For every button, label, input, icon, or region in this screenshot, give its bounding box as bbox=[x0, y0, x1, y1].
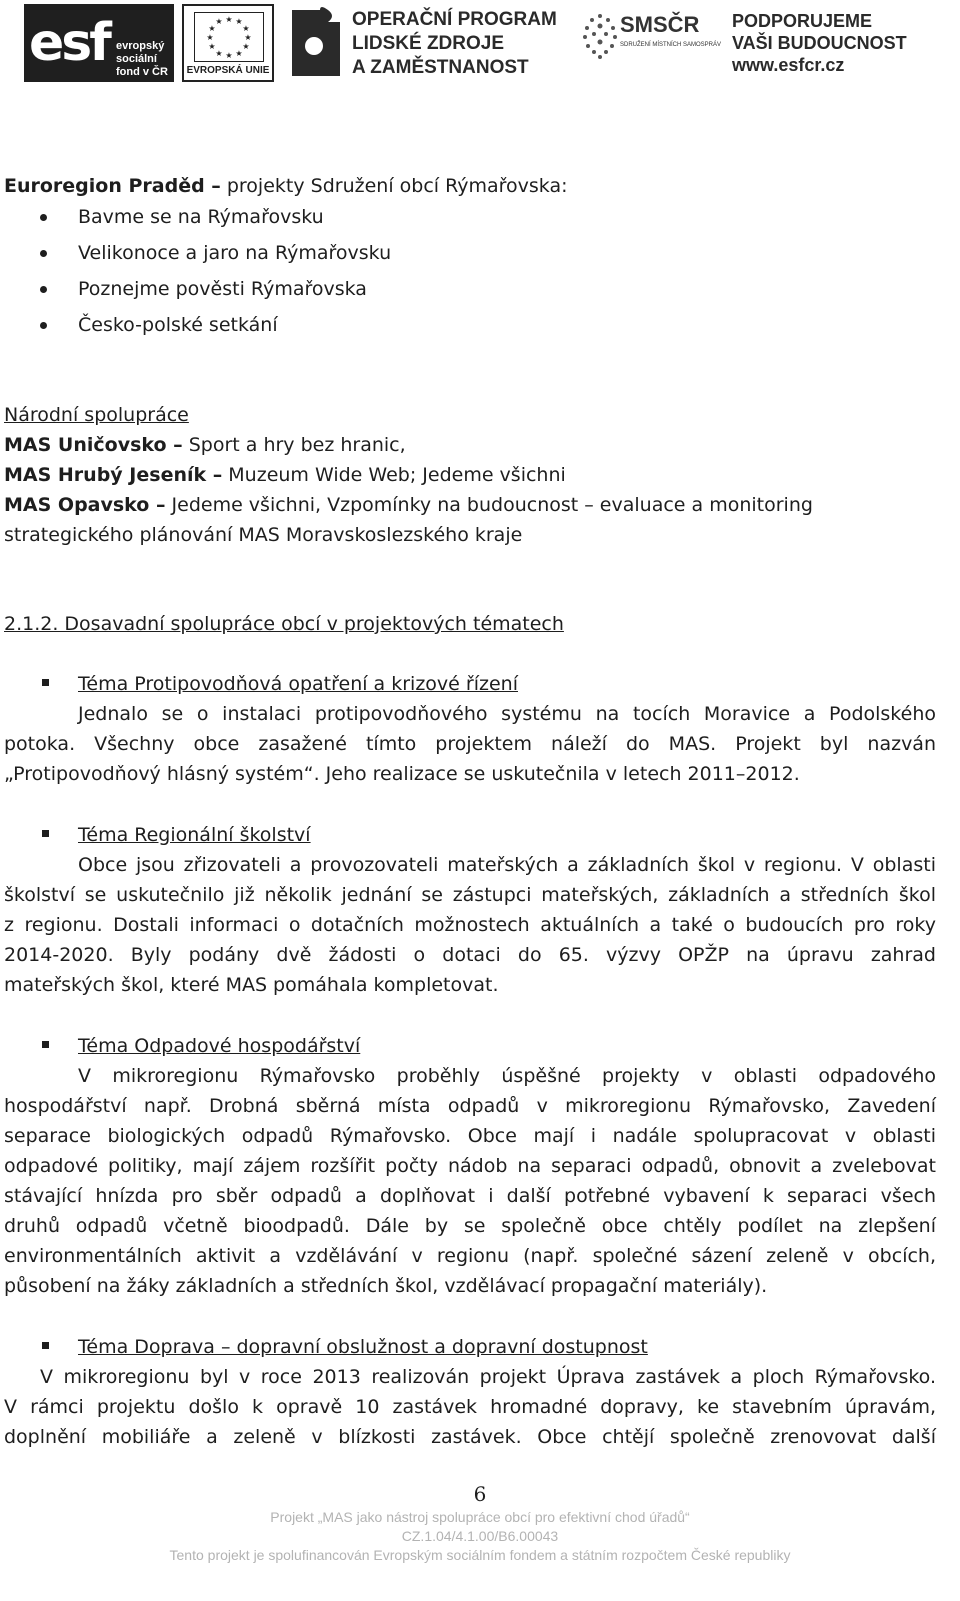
bullet-icon bbox=[40, 322, 47, 329]
topic-text-line: z regionu. Dostali informaci o dotačních možnostech aktuálních a také o budoucích pro roky bbox=[4, 914, 936, 936]
smscr-subtitle: SDRUŽENÍ MÍSTNÍCH SAMOSPRÁV bbox=[620, 42, 722, 48]
square-bullet-icon bbox=[42, 679, 49, 686]
list-item: Velikonoce a jaro na Rýmařovsku bbox=[78, 242, 392, 264]
esf-logo-text bbox=[116, 40, 168, 79]
bullet-icon bbox=[40, 286, 47, 293]
esf-line: fond v ČR bbox=[116, 66, 168, 78]
list-item: Česko-polské setkání bbox=[78, 314, 278, 336]
footer-code: CZ.1.04/4.1.00/B6.00043 bbox=[401, 1528, 559, 1544]
topic-text-line: Jednalo se o instalaci protipovodňového systému na tocích Moravice a Podolského bbox=[78, 703, 936, 725]
topic-title: Téma Regionální školství bbox=[78, 824, 311, 846]
bullet-icon bbox=[40, 214, 47, 221]
topic-text-line: „Protipovodňový hlásný systém“. Jeho realizace se uskutečnila v letech 2011–2012. bbox=[4, 763, 800, 785]
op-line: LIDSKÉ ZDROJE bbox=[352, 33, 505, 54]
topic-text-line: školství se uskutečnilo již několik jednání se zástupci mateřských, základních a středních škol bbox=[4, 884, 936, 906]
svg-text:★: ★ bbox=[208, 24, 216, 33]
topic-text-line: separace biologických odpadů Rýmařovsko. Obce mají i nadále spolupracovat v oblasti bbox=[4, 1125, 936, 1147]
support-line: PODPORUJEME bbox=[732, 11, 873, 31]
topic-text-line: odpadové politiky, mají zájem rozšířit počty nádob na separaci odpadů, obnovit a zvelebovat bbox=[4, 1155, 936, 1177]
topic-text-line: mateřských škol, které MAS pomáhala kompletovat. bbox=[4, 974, 499, 996]
narodni-row-label: MAS Uničovsko – bbox=[4, 434, 183, 456]
topic-text-line: druhů odpadů včetně bioodpadů. Dále by se společně obce chtěly podílet na zlepšení bbox=[4, 1215, 936, 1237]
topic-text-line: doplnění mobiliáře a zeleně v blízkosti zastávek. Obce chtějí společně zrenovovat další bbox=[4, 1426, 936, 1448]
smscr-dots-icon bbox=[582, 12, 618, 60]
square-bullet-icon bbox=[42, 1342, 49, 1349]
esf-line: sociální bbox=[116, 53, 157, 65]
svg-text:★: ★ bbox=[242, 24, 250, 33]
topic-text-line: Obce jsou zřizovateli a provozovateli mateřských a základních škol v regionu. V oblasti bbox=[78, 854, 936, 876]
euroregion-heading bbox=[4, 175, 568, 197]
narodni-row bbox=[4, 464, 566, 486]
euroregion-text: projekty Sdružení obcí Rýmařovska: bbox=[220, 175, 568, 197]
eu-caption: EVROPSKÁ UNIE bbox=[186, 65, 270, 76]
svg-text:★: ★ bbox=[235, 49, 243, 58]
narodni-continuation: strategického plánování MAS Moravskoslezského kraje bbox=[4, 524, 523, 546]
narodni-row-label: MAS Opavsko – bbox=[4, 494, 166, 516]
svg-text:★: ★ bbox=[215, 49, 223, 58]
svg-text:★: ★ bbox=[208, 42, 216, 51]
narodni-row-text: Sport a hry bez hranic, bbox=[182, 434, 406, 456]
op-line: OPERAČNÍ PROGRAM bbox=[352, 9, 557, 30]
narodni-row bbox=[4, 434, 406, 456]
narodni-row-label: MAS Hrubý Jeseník – bbox=[4, 464, 223, 486]
footer-project: Projekt „MAS jako nástroj spolupráce obcí pro efektivní chod úřadů“ bbox=[270, 1509, 690, 1525]
topic-text-line: V mikroregionu Rýmařovsko proběhly úspěšné projekty v oblasti odpadového bbox=[78, 1065, 936, 1087]
esf-logo-mark: esf bbox=[29, 13, 109, 73]
topic-title: Téma Protipovodňová opatření a krizové řízení bbox=[78, 673, 518, 695]
topic-title: Téma Odpadové hospodářství bbox=[78, 1035, 361, 1057]
svg-text:★: ★ bbox=[225, 51, 233, 60]
topic-text-line: hospodářství např. Drobná sběrná místa odpadů v mikroregionu Rýmařovsko, Zavedení bbox=[4, 1095, 936, 1117]
narodni-row-text: Jedeme všichni, Vzpomínky na budoucnost – evaluace a monitoring bbox=[165, 494, 813, 516]
topic-text-line: potoka. Všechny obce zasažené tímto projektem náleží do MAS. Projekt byl nazván bbox=[4, 733, 936, 755]
square-bullet-icon bbox=[42, 830, 49, 837]
svg-text:★: ★ bbox=[235, 17, 243, 26]
svg-text:★: ★ bbox=[242, 42, 250, 51]
euroregion-label: Euroregion Praděd – bbox=[4, 175, 221, 197]
narodni-row-text: Muzeum Wide Web; Jedeme všichni bbox=[222, 464, 566, 486]
bullet-icon bbox=[40, 250, 47, 257]
op-puzzle-icon bbox=[290, 6, 342, 78]
op-logo-text bbox=[352, 8, 557, 80]
list-item: Bavme se na Rýmařovsku bbox=[78, 206, 324, 228]
topic-title: Téma Doprava – dopravní obslužnost a dopravní dostupnost bbox=[78, 1336, 648, 1358]
topic-text-line: 2014-2020. Byly podány dvě žádosti o dotaci do 65. výzvy OPŽP na úpravu zahrad bbox=[4, 944, 936, 966]
svg-text:★: ★ bbox=[206, 33, 214, 42]
svg-text:★: ★ bbox=[244, 33, 252, 42]
header-logos bbox=[0, 0, 960, 95]
narodni-heading: Národní spolupráce bbox=[4, 404, 189, 426]
esf-logo bbox=[24, 4, 174, 82]
eu-stars-icon bbox=[194, 12, 264, 62]
narodni-row bbox=[4, 494, 813, 516]
support-logo-text bbox=[732, 10, 907, 76]
svg-text:★: ★ bbox=[225, 15, 233, 24]
smscr-title: SMSČR bbox=[620, 12, 700, 37]
op-line: A ZAMĚSTNANOST bbox=[352, 57, 529, 78]
page-number: 6 bbox=[473, 1482, 487, 1506]
support-line: VAŠI BUDOUCNOST bbox=[732, 33, 907, 53]
eu-logo bbox=[182, 4, 274, 82]
svg-text:★: ★ bbox=[215, 17, 223, 26]
list-item: Poznejme pověsti Rýmařovska bbox=[78, 278, 367, 300]
topic-text-line: stávající hnízda pro sběr odpadů a doplňovat i další potřebné vybavení k separaci všech bbox=[4, 1185, 936, 1207]
topic-text-line: působení na žáky základních a středních škol, vzdělávací propagační materiály). bbox=[4, 1275, 768, 1297]
footer-funding: Tento projekt je spolufinancován Evropským sociálním fondem a státním rozpočtem České republiky bbox=[169, 1547, 791, 1563]
esf-line: evropský bbox=[116, 40, 165, 52]
section-heading: 2.1.2. Dosavadní spolupráce obcí v projektových tématech bbox=[4, 613, 564, 635]
square-bullet-icon bbox=[42, 1041, 49, 1048]
smscr-logo bbox=[582, 10, 722, 80]
topic-text-line: V mikroregionu byl v roce 2013 realizován projekt Úprava zastávek a ploch Rýmařovsko. bbox=[40, 1366, 936, 1388]
topic-text-line: V rámci projektu došlo k opravě 10 zastávek hromadné dopravy, ke stavebním úpravám, bbox=[4, 1396, 936, 1418]
support-url: www.esfcr.cz bbox=[732, 55, 845, 75]
topic-text-line: environmentálních aktivit a vzdělávání v regionu (např. společné sázení zeleně v obcích, bbox=[4, 1245, 936, 1267]
